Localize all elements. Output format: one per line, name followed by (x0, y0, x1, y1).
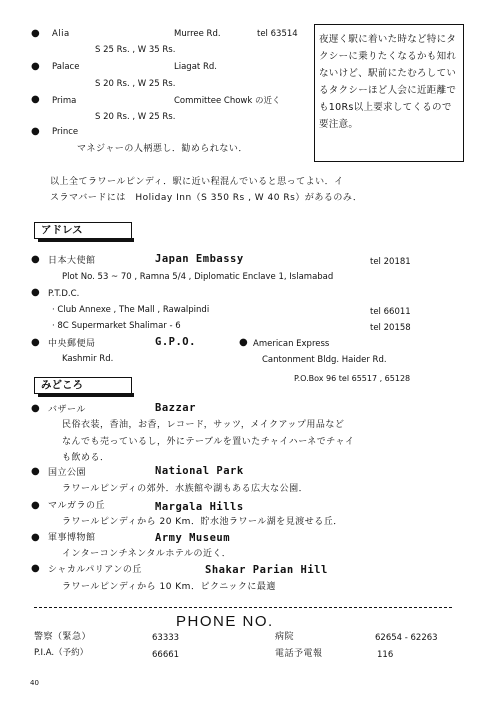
bullet-icon: ● (31, 337, 40, 348)
amex-address: Cantonment Bldg. Haider Rd. (262, 355, 387, 365)
post-office-address: Kashmir Rd. (62, 354, 114, 364)
sight-jp-national-park: 国立公園 (48, 468, 87, 478)
police-number: 63333 (152, 633, 180, 643)
post-office-name: G.P.O. (155, 336, 196, 348)
sight-desc-national-park: ラワールピンディの郊外．水族館や湖もある広大な公園． (62, 484, 309, 494)
sight-desc-bazzar-1: 民俗衣装，香油，お香，レコード，サッツ，メイクアップ用品など (62, 420, 345, 430)
sight-jp-army-museum: 軍事博物館 (48, 533, 96, 543)
bullet-icon: ● (31, 94, 40, 105)
notice-box (314, 24, 464, 162)
embassy-label: 日本大使館 (48, 256, 96, 266)
sight-en-margala: Margala Hills (155, 501, 244, 513)
sight-desc-army-museum: インターコンチネンタルホテルの近く． (62, 549, 232, 559)
hotel-address-palace: Liagat Rd. (174, 62, 217, 72)
pia-number: 66661 (152, 650, 180, 660)
page-number: 40 (30, 679, 39, 687)
post-office-label: 中央郵便局 (48, 339, 96, 349)
bullet-icon: ● (31, 287, 40, 298)
phone-title: PHONE NO. (176, 613, 274, 630)
sight-en-bazzar: Bazzar (155, 402, 196, 414)
bullet-icon: ● (31, 500, 40, 511)
bc-supermarket-tel: tel 20158 (370, 323, 411, 333)
bullet-icon: ● (31, 61, 40, 72)
notice-text: 夜遅く駅に着いた時など特にタクシーに乗りたくなるかも知れないけど、駅前にたむろしているタクシーほど人会に近距離でも10Rs以上要求してくるので要注意。 (319, 34, 457, 130)
bullet-icon: ● (31, 126, 40, 137)
hotel-rates-palace: S 20 Rs. , W 25 Rs. (95, 79, 176, 89)
hotel-name-alia: Alia (52, 29, 70, 39)
bullet-icon: ● (31, 254, 40, 265)
hotel-rates-prima: S 20 Rs. , W 25 Rs. (95, 112, 176, 122)
sight-en-army-museum: Army Museum (155, 532, 231, 544)
hotel-tel-alia: tel 63514 (257, 29, 298, 39)
hotel-name-palace: Palace (52, 62, 80, 72)
embassy-name: Japan Embassy (155, 253, 244, 265)
sight-jp-bazzar: バザール (48, 405, 86, 415)
hotel-name-prince: Prince (52, 127, 79, 137)
bullet-icon: ● (31, 466, 40, 477)
sight-desc-shakar-parian: ラワールピンディから 10 Km．ピクニックに最適 (62, 582, 276, 592)
heading-shadow (38, 393, 134, 397)
sight-en-shakar-parian: Shakar Parian Hill (205, 564, 328, 576)
hotel-address-prima: Committee Chowk の近く (174, 96, 281, 106)
ptdc-label: P.T.D.C. (48, 289, 80, 299)
divider-line (34, 607, 452, 608)
police-label: 警察（緊急） (34, 632, 92, 642)
address-heading: アドレス (34, 222, 132, 239)
bullet-icon: ● (31, 563, 40, 574)
bullet-icon: ● (31, 28, 40, 39)
sight-desc-bazzar-3: も飲める． (62, 453, 110, 463)
sights-heading: みどころ (34, 377, 132, 394)
sight-en-national-park: National Park (155, 465, 244, 477)
embassy-plot: Plot No. 53 ~ 70 , Ramna 5/4 , Diplomatic Enclave 1, Islamabad (62, 272, 334, 282)
summary-line-2: スラマバードには Holiday Inn（S 350 Rs , W 40 Rs）があるのみ． (50, 193, 363, 203)
hospital-number: 62654 - 62263 (375, 633, 438, 643)
hotel-address-alia: Murree Rd. (174, 29, 221, 39)
hospital-label: 病院 (275, 632, 295, 642)
telegram-number: 116 (377, 650, 394, 660)
hotel-rates-alia: S 25 Rs. , W 35 Rs. (95, 45, 176, 55)
embassy-tel: tel 20181 (370, 257, 411, 267)
bullet-icon: ● (239, 337, 248, 348)
club-annexe: · Club Annexe , The Mall , Rawalpindi (52, 305, 210, 315)
bullet-icon: ● (31, 532, 40, 543)
sight-jp-shakar-parian: シャカルパリアンの丘 (48, 565, 142, 575)
bullet-icon: ● (31, 403, 40, 414)
amex-name: American Express (253, 339, 330, 349)
amex-box: P.O.Box 96 tel 65517 , 65128 (294, 374, 411, 383)
summary-line-1: 以上全てラワールピンディ．駅に近い程混んでいると思ってよい．イ (50, 177, 344, 187)
hotel-note-prince: マネジャーの人柄悪し．勧められない． (77, 144, 248, 154)
bc-supermarket: · 8C Supermarket Shalimar - 6 (52, 321, 181, 331)
heading-shadow (38, 238, 134, 242)
pia-label: P.I.A.（予約） (34, 648, 89, 658)
telegram-label: 電話予電報 (275, 649, 323, 659)
sight-desc-margala: ラワールピンディから 20 Km．貯水池ラワール湖を見渡せる丘． (62, 517, 343, 527)
sight-desc-bazzar-2: なんでも売っているし，外にテーブルを置いたチャイハーネでチャイ (62, 437, 355, 447)
club-annexe-tel: tel 66011 (370, 307, 411, 317)
sight-jp-margala: マルガラの丘 (48, 501, 106, 511)
hotel-name-prima: Prima (52, 96, 77, 106)
